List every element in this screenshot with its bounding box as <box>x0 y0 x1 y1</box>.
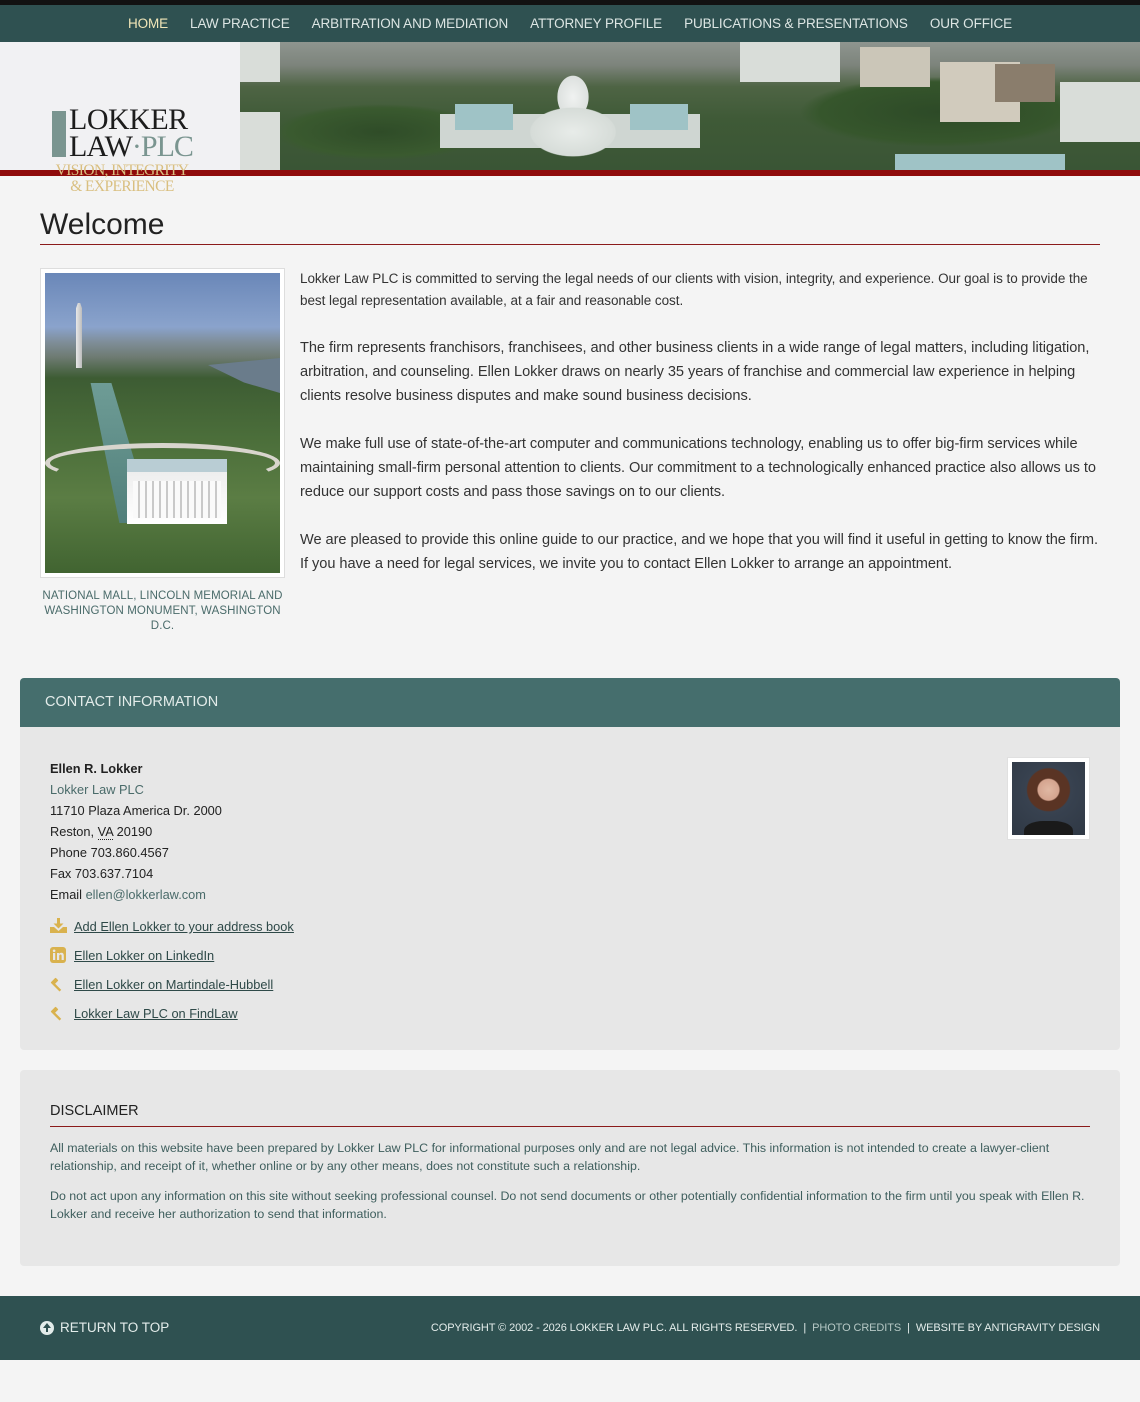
logo-bar-mark <box>52 111 66 157</box>
title-divider <box>40 244 1100 245</box>
disclaimer-panel <box>20 1070 1120 1266</box>
return-to-top-link[interactable]: RETURN TO TOP <box>40 1296 169 1360</box>
page-title: Welcome <box>40 208 165 241</box>
portrait-image <box>1012 762 1085 835</box>
contact-name: Ellen R. Lokker <box>50 761 143 776</box>
separator: | <box>803 1322 807 1334</box>
arrow-up-circle-icon <box>40 1321 54 1335</box>
welcome-section <box>40 205 1100 245</box>
intro-text <box>300 268 1100 600</box>
intro-paragraph: We are pleased to provide this online guide to our practice, and we hope that you will find it useful in getting to know the firm. If you have a need for legal services, we invite you to contact Ellen Lokker to arrange an appointment. <box>300 532 1098 572</box>
contact-email: Email ellen@lokkerlaw.com <box>50 887 206 902</box>
nav-law-practice[interactable]: LAW PRACTICE <box>190 16 290 31</box>
nav-publications[interactable]: PUBLICATIONS & PRESENTATIONS <box>684 16 908 31</box>
banner-building <box>860 47 930 87</box>
logo-line-1: LOKKER <box>69 103 188 136</box>
logo-tagline: VISION, INTEGRITY & EXPERIENCE <box>55 162 189 195</box>
banner-building <box>995 64 1055 102</box>
nav-attorney-profile[interactable]: ATTORNEY PROFILE <box>530 16 663 31</box>
gavel-icon <box>50 976 67 993</box>
banner-building <box>240 112 280 170</box>
nav-our-office[interactable]: OUR OFFICE <box>929 16 1013 31</box>
footer-credits <box>431 1296 1100 1360</box>
state-abbr: VA <box>97 824 114 839</box>
banner-building <box>740 42 840 82</box>
photo-caption: NATIONAL MALL, LINCOLN MEMORIAL AND WASHINGTON MONUMENT, WASHINGTON D.C. <box>42 590 283 632</box>
washington-monument <box>76 303 82 368</box>
intro-paragraph: Lokker Law PLC is committed to serving the legal needs of our clients with vision, integrity, and experience. Our goal is to provide the best legal representation available, at a fair and reasonable cost. <box>300 271 1088 308</box>
main-nav <box>0 5 1140 42</box>
disclaimer-paragraph: All materials on this website have been prepared by Lokker Law PLC for informational purposes only and are not legal advice. This information is not intended to create a lawyer-client relationship, and receipt of it, whether online or by any other means, does not constitute such a relationship. <box>50 1141 1050 1173</box>
banner-building <box>895 154 1065 170</box>
disclaimer-heading: DISCLAIMER <box>50 1102 1090 1127</box>
nav-home[interactable]: HOME <box>127 16 169 31</box>
potomac-river <box>190 358 280 393</box>
findlaw-link[interactable]: Lokker Law PLC on FindLaw <box>50 999 294 1028</box>
banner-building <box>240 42 280 82</box>
contact-fax: Fax 703.637.7104 <box>50 866 154 881</box>
download-icon <box>50 918 67 935</box>
banner-building <box>1060 82 1140 142</box>
logo[interactable] <box>0 42 240 195</box>
photo-credits-link[interactable]: PHOTO CREDITS <box>812 1322 902 1334</box>
contact-phone: Phone 703.860.4567 <box>50 845 169 860</box>
banner-building <box>630 104 688 130</box>
lincoln-memorial <box>127 459 227 524</box>
gavel-icon <box>50 1005 67 1022</box>
email-link[interactable]: ellen@lokkerlaw.com <box>85 887 206 902</box>
banner-building <box>455 104 513 130</box>
intro-paragraph: We make full use of state-of-the-art computer and communications technology, enabling us to offer big-firm services while maintaining small-firm personal attention to clients. Our commitment to a technologically enhanced practice also allows us to reduce our support costs and pass those savings on to our clients. <box>300 436 1096 500</box>
website-by-link[interactable]: WEBSITE BY ANTIGRAVITY DESIGN <box>915 1322 1100 1334</box>
logo-line-2: LAW·PLC <box>69 130 193 163</box>
contact-panel <box>20 678 1120 1050</box>
site-footer <box>0 1296 1140 1360</box>
photo-image <box>45 273 280 573</box>
add-to-address-book-link[interactable]: Add Ellen Lokker to your address book <box>50 912 294 941</box>
disclaimer-paragraph: Do not act upon any information on this site without seeking professional counsel. Do not send documents or other potentially confidential information to the firm until you speak with Ellen R. Lokker and receive her authorization to send that information. <box>50 1189 1085 1221</box>
linkedin-link[interactable]: Ellen Lokker on LinkedIn <box>50 941 294 970</box>
contact-city-line: Reston, VA 20190 <box>50 824 153 839</box>
attorney-portrait <box>1007 757 1090 840</box>
copyright-text: COPYRIGHT © 2002 - 2026 LOKKER LAW PLC. ALL RIGHTS RESERVED. <box>430 1322 798 1334</box>
intro-paragraph: The firm represents franchisors, franchisees, and other business clients in a wide range of legal matters, including litigation, arbitration, and counseling. Ellen Lokker draws on nearly 35 years of franchise and commercial law experience in helping clients resolve business disputes and make sound business decisions. <box>300 340 1090 404</box>
contact-street: 11710 Plaza America Dr. 2000 <box>50 803 222 818</box>
nav-arbitration-mediation[interactable]: ARBITRATION AND MEDIATION <box>311 16 509 31</box>
site-header <box>0 42 1140 195</box>
separator: | <box>907 1322 910 1334</box>
martindale-hubbell-link[interactable]: Ellen Lokker on Martindale-Hubbell <box>50 970 294 999</box>
contact-links <box>50 912 294 1028</box>
capitol-banner-image <box>240 42 1140 170</box>
contact-org: Lokker Law PLC <box>50 782 144 797</box>
contact-heading: CONTACT INFORMATION <box>20 678 1120 727</box>
linkedin-icon <box>50 947 67 964</box>
national-mall-photo <box>40 268 285 578</box>
vcard <box>50 758 222 905</box>
